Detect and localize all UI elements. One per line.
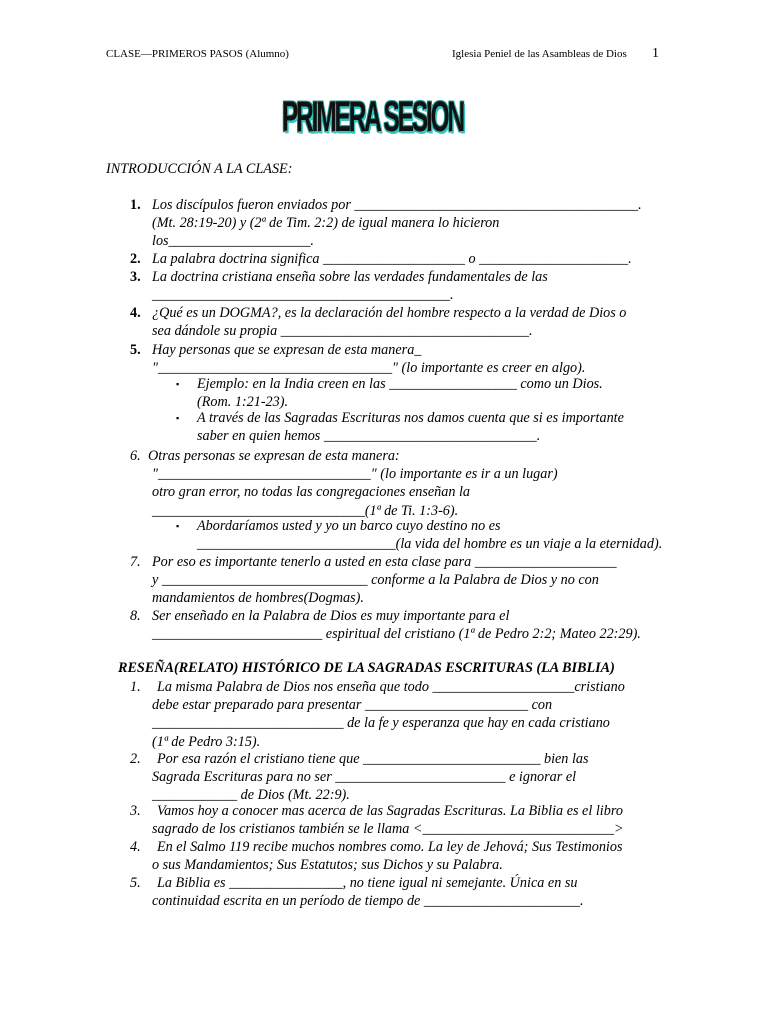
item-number: 6. xyxy=(130,448,141,464)
item-text-line: Ser enseñado en la Palabra de Dios es muy importante para el xyxy=(152,608,510,624)
item-text-line: otro gran error, no todas las congregaciones enseñan la xyxy=(152,484,471,501)
item-text-line: En el Salmo 119 recibe muchos nombres como. La ley de Jehová; Sus Testimonios xyxy=(157,839,623,855)
item-number: 5. xyxy=(130,342,141,358)
item-number: 5. xyxy=(130,875,141,891)
item-text-line: o sus Mandamientos; Sus Estatutos; sus Dichos y su Palabra. xyxy=(152,857,503,874)
item-number: 8. xyxy=(130,608,141,624)
item-number: 2. xyxy=(130,751,141,767)
item-text-line: y _____________________________ conforme a la Palabra de Dios y no con xyxy=(152,572,599,589)
bullet-marker: ▪ xyxy=(176,521,180,531)
section-heading-biblia: RESEÑA(RELATO) HISTÓRICO DE LA SAGRADAS ESCRITURAS (LA BIBLIA) xyxy=(118,660,615,676)
intro-heading: INTRODUCCIÓN A LA CLASE: xyxy=(106,161,293,177)
item-text-line: los____________________. xyxy=(152,233,314,250)
bullet-marker: ▪ xyxy=(176,413,180,423)
item-text-line: Ejemplo: en la India creen en las __________________ como un Dios. xyxy=(197,376,603,392)
item-text-line: La doctrina cristiana enseña sobre las verdades fundamentales de las xyxy=(152,269,548,285)
header-church-name: Iglesia Peniel de las Asambleas de Dios xyxy=(452,48,627,60)
item-text-line: ____________ de Dios (Mt. 22:9). xyxy=(152,787,350,804)
bullet-marker: ▪ xyxy=(176,379,180,389)
item-number: 1. xyxy=(130,679,141,695)
item-text-line: "______________________________" (lo importante es ir a un lugar) xyxy=(152,466,558,483)
item-text-line: debe estar preparado para presentar _______________________ con xyxy=(152,697,553,714)
item-text-line: ___________________________ de la fe y esperanza que hay en cada cristiano xyxy=(152,715,610,732)
item-text-line: Por esa razón el cristiano tiene que _________________________ bien las xyxy=(157,751,589,767)
item-text-line: Vamos hoy a conocer mas acerca de las Sagradas Escrituras. La Biblia es el libro xyxy=(157,803,623,819)
item-text-line: sea dándole su propia ___________________________________. xyxy=(152,323,533,340)
item-text-line: ________________________ espiritual del cristiano (1ª de Pedro 2:2; Mateo 22:29). xyxy=(152,626,641,643)
item-text-line: La misma Palabra de Dios nos enseña que todo ____________________cristiano xyxy=(157,679,625,695)
item-text-line: ¿Qué es un DOGMA?, es la declaración del hombre respecto a la verdad de Dios o xyxy=(152,305,627,321)
session-title: PRIMERA SESION xyxy=(282,93,464,141)
header-course-title: CLASE—PRIMEROS PASOS (Alumno) xyxy=(106,48,289,60)
page-number: 1 xyxy=(652,46,659,61)
item-text-line: (Rom. 1:21-23). xyxy=(197,394,289,411)
item-number: 1. xyxy=(130,197,141,213)
item-text-line: (Mt. 28:19-20) y (2ª de Tim. 2:2) de igual manera lo hicieron xyxy=(152,215,500,232)
item-text-line: La Biblia es ________________, no tiene igual ni semejante. Única en su xyxy=(157,875,578,891)
item-text-line: Abordaríamos usted y yo un barco cuyo destino no es xyxy=(197,518,501,534)
item-text-line: "_________________________________" (lo importante es creer en algo). xyxy=(152,360,586,377)
item-text-line: Otras personas se expresan de esta manera: xyxy=(148,448,400,464)
item-text-line: A través de las Sagradas Escrituras nos damos cuenta que si es importante xyxy=(197,410,624,426)
item-text-line: __________________________________________. xyxy=(152,287,454,304)
item-text-line: mandamientos de hombres(Dogmas). xyxy=(152,590,364,607)
item-text-line: La palabra doctrina significa ____________________ o _____________________. xyxy=(152,251,632,267)
item-text-line: continuidad escrita en un período de tiempo de ______________________. xyxy=(152,893,584,910)
item-text-line: saber en quien hemos ______________________________. xyxy=(197,428,541,445)
item-number: 3. xyxy=(130,803,141,819)
item-text-line: (1ª de Pedro 3:15). xyxy=(152,733,261,750)
item-text-line: Hay personas que se expresan de esta manera_ xyxy=(152,342,422,358)
item-text-line: ______________________________(1ª de Ti. 1:3-6). xyxy=(152,502,459,519)
session-title-wordart xyxy=(282,93,478,142)
item-text-line: Por eso es importante tenerlo a usted en esta clase para ____________________ xyxy=(152,554,617,570)
item-number: 2. xyxy=(130,251,141,267)
item-text-line: Los discípulos fueron enviados por ________________________________________. xyxy=(152,197,642,213)
item-text-line: Sagrada Escrituras para no ser ________________________ e ignorar el xyxy=(152,769,577,786)
item-text-line: sagrado de los cristianos también se le llama <___________________________> xyxy=(152,821,624,838)
item-number: 3. xyxy=(130,269,141,285)
item-number: 7. xyxy=(130,554,141,570)
item-number: 4. xyxy=(130,305,141,321)
item-number: 4. xyxy=(130,839,141,855)
item-text-line: ____________________________(la vida del hombre es un viaje a la eternidad). xyxy=(197,536,663,553)
